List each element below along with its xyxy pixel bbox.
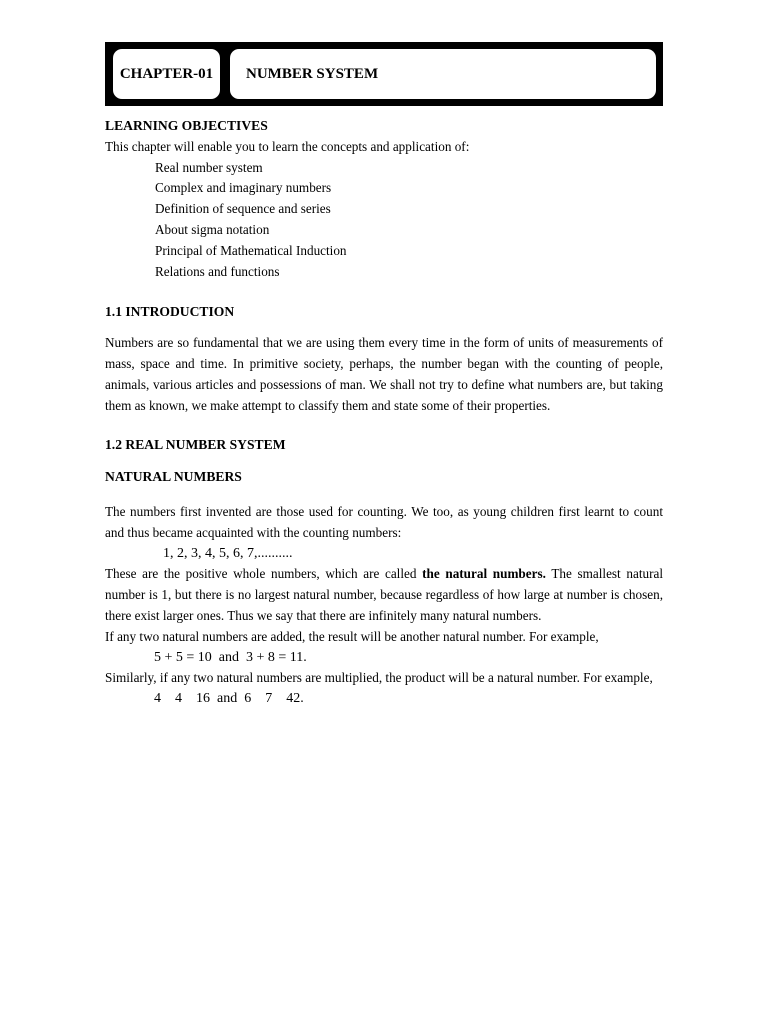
real-number-heading: 1.2 REAL NUMBER SYSTEM: [105, 437, 286, 453]
introduction-heading: 1.1 INTRODUCTION: [105, 304, 235, 320]
introduction-paragraph: Numbers are so fundamental that we are using them every time in the form of units of measurements of mass, space and time. In primitive society, perhaps, the number began with the counting of people, animals, various articles and possessions of man. We shall not try to define what numbers are, but taking them as known, we make attempt to classify them and state some of their properties.: [105, 335, 663, 413]
natural-numbers-para4: Similarly, if any two natural numbers are multiplied, the product will be a natural number. For example,: [105, 670, 653, 686]
objectives-intro: This chapter will enable you to learn the concepts and application of:: [105, 138, 470, 154]
addition-example: 5 + 5 = 10 and 3 + 8 = 11.: [154, 649, 307, 665]
objective-item: About sigma notation: [155, 221, 270, 237]
document-body: [105, 116, 663, 710]
counting-sequence: 1, 2, 3, 4, 5, 6, 7,..........: [163, 545, 293, 561]
natural-numbers-para2: [105, 564, 663, 626]
chapter-header-banner: [105, 42, 663, 106]
chapter-title: NUMBER SYSTEM: [230, 49, 656, 99]
objectives-list: [105, 158, 663, 283]
para2-end: The smallest natural number is 1, but there is no largest natural number, because regardless of how large at number is chosen, there exist larger ones. Thus we say that there are infinitely many natural numbers.: [105, 566, 663, 623]
objective-item: Real number system: [155, 159, 263, 175]
natural-numbers-heading: NATURAL NUMBERS: [105, 469, 242, 485]
natural-numbers-para3: If any two natural numbers are added, the result will be another natural number. For example,: [105, 628, 599, 644]
chapter-number-label: CHAPTER-01: [113, 49, 220, 99]
natural-numbers-term: the natural numbers.: [422, 566, 546, 582]
objective-item: Definition of sequence and series: [155, 201, 331, 217]
para2-start: These are the positive whole numbers, which are called: [105, 566, 423, 582]
document-page: [105, 42, 663, 710]
objectives-heading: LEARNING OBJECTIVES: [105, 118, 268, 133]
objective-item: Complex and imaginary numbers: [155, 180, 332, 196]
objective-item: Relations and functions: [155, 263, 280, 279]
objective-item: Principal of Mathematical Induction: [155, 242, 347, 258]
natural-numbers-para1: The numbers first invented are those used for counting. We too, as young children first learnt to count and thus became acquainted with the counting numbers:: [105, 503, 663, 540]
multiplication-example: 4 4 16 and 6 7 42.: [154, 691, 304, 707]
